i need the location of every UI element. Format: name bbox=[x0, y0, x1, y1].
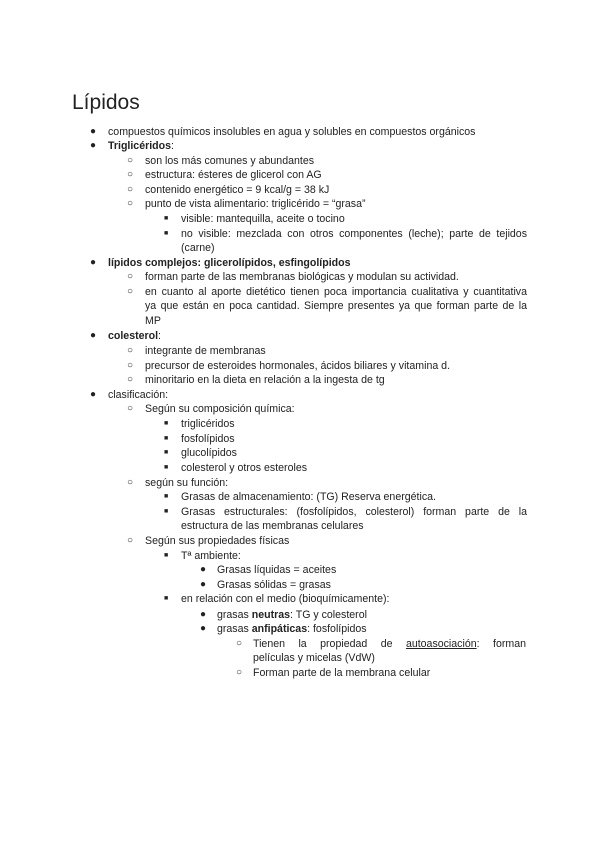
list-item: según su función: bbox=[145, 477, 229, 489]
bullet-square: ■ bbox=[164, 449, 169, 456]
bullet-disc: ● bbox=[200, 609, 207, 620]
list-item: triglicéridos bbox=[181, 418, 235, 430]
list-item: Triglicéridos: bbox=[108, 140, 174, 152]
list-item: colesterol: bbox=[108, 330, 161, 342]
bullet-square: ■ bbox=[164, 508, 169, 515]
bullet-square: ■ bbox=[164, 230, 169, 237]
bullet-square: ■ bbox=[164, 552, 169, 559]
list-item: Grasas de almacenamiento: (TG) Reserva energética. bbox=[181, 491, 436, 503]
list-item: clasificación: bbox=[108, 389, 169, 401]
bullet-circle: ○ bbox=[127, 535, 134, 546]
list-item: compuestos químicos insolubles en agua y solubles en compuestos orgánicos bbox=[108, 126, 476, 138]
bullet-circle: ○ bbox=[127, 345, 134, 356]
list-item: estructura: ésteres de glicerol con AG bbox=[145, 169, 322, 181]
list-item: en relación con el medio (bioquímicamente): bbox=[181, 593, 390, 605]
bullet-square: ■ bbox=[164, 435, 169, 442]
bullet-circle: ○ bbox=[127, 271, 134, 282]
bullet-disc: ● bbox=[90, 140, 97, 151]
bullet-disc: ● bbox=[90, 389, 97, 400]
list-item: colesterol y otros esteroles bbox=[181, 462, 308, 474]
list-item: no visible: mezclada con otros componentes (leche); parte de tejidos bbox=[181, 228, 527, 240]
list-item: Forman parte de la membrana celular bbox=[253, 667, 431, 679]
bullet-disc: ● bbox=[200, 564, 207, 575]
bullet-disc: ● bbox=[200, 579, 207, 590]
bullet-square: ■ bbox=[164, 464, 169, 471]
list-item: son los más comunes y abundantes bbox=[145, 155, 315, 167]
list-item: Tienen la propiedad de autoasociación: forman bbox=[253, 638, 526, 650]
list-item: en cuanto al aporte dietético tienen poca importancia cualitativa y cuantitativa bbox=[145, 286, 527, 298]
bullet-disc: ● bbox=[90, 126, 97, 137]
list-item: contenido energético = 9 kcal/g = 38 kJ bbox=[145, 184, 330, 196]
bullet-circle: ○ bbox=[127, 169, 134, 180]
bullet-circle: ○ bbox=[127, 374, 134, 385]
bullet-circle: ○ bbox=[127, 403, 134, 414]
bullet-circle: ○ bbox=[127, 184, 134, 195]
list-item-continuation: estructura de las membranas celulares bbox=[181, 520, 364, 532]
list-item: Según su composición química: bbox=[145, 403, 295, 415]
bullet-square: ■ bbox=[164, 493, 169, 500]
bullet-circle: ○ bbox=[236, 638, 243, 649]
bullet-disc: ● bbox=[200, 623, 207, 634]
list-item: Grasas sólidas = grasas bbox=[217, 579, 331, 591]
list-item: Tª ambiente: bbox=[181, 550, 241, 562]
list-item: Grasas estructurales: (fosfolípidos, colesterol) forman parte de la bbox=[181, 506, 527, 518]
list-item: minoritario en la dieta en relación a la ingesta de tg bbox=[145, 374, 385, 386]
list-item-continuation: MP bbox=[145, 315, 161, 327]
bullet-circle: ○ bbox=[127, 477, 134, 488]
page-title: Lípidos bbox=[72, 91, 140, 114]
bullet-square: ■ bbox=[164, 215, 169, 222]
bullet-disc: ● bbox=[90, 257, 97, 268]
list-item: punto de vista alimentario: triglicérido = “grasa” bbox=[145, 198, 366, 210]
bullet-disc: ● bbox=[90, 330, 97, 341]
list-item-continuation: películas y micelas (VdW) bbox=[253, 652, 375, 664]
bullet-circle: ○ bbox=[236, 667, 243, 678]
list-item: grasas neutras: TG y colesterol bbox=[217, 609, 367, 621]
list-item: precursor de esteroides hormonales, ácidos biliares y vitamina d. bbox=[145, 360, 451, 372]
list-item: grasas anfipáticas: fosfolípidos bbox=[217, 623, 367, 635]
list-item: integrante de membranas bbox=[145, 345, 266, 357]
bullet-circle: ○ bbox=[127, 198, 134, 209]
list-item: forman parte de las membranas biológicas y modulan su actividad. bbox=[145, 271, 459, 283]
bullet-circle: ○ bbox=[127, 360, 134, 371]
bullet-circle: ○ bbox=[127, 286, 134, 297]
bullet-square: ■ bbox=[164, 420, 169, 427]
bullet-circle: ○ bbox=[127, 155, 134, 166]
list-item: Según sus propiedades físicas bbox=[145, 535, 290, 547]
list-item-continuation: (carne) bbox=[181, 242, 215, 254]
list-item: glucolípidos bbox=[181, 447, 237, 459]
list-item: fosfolípidos bbox=[181, 433, 235, 445]
list-item: visible: mantequilla, aceite o tocino bbox=[181, 213, 345, 225]
list-item: lípidos complejos: glicerolípidos, esfingolípidos bbox=[108, 257, 351, 269]
list-item-continuation: ya que están en poca cantidad. Siempre presentes ya que forman parte de la bbox=[145, 300, 527, 312]
list-item: Grasas líquidas = aceites bbox=[217, 564, 337, 576]
bullet-square: ■ bbox=[164, 595, 169, 602]
